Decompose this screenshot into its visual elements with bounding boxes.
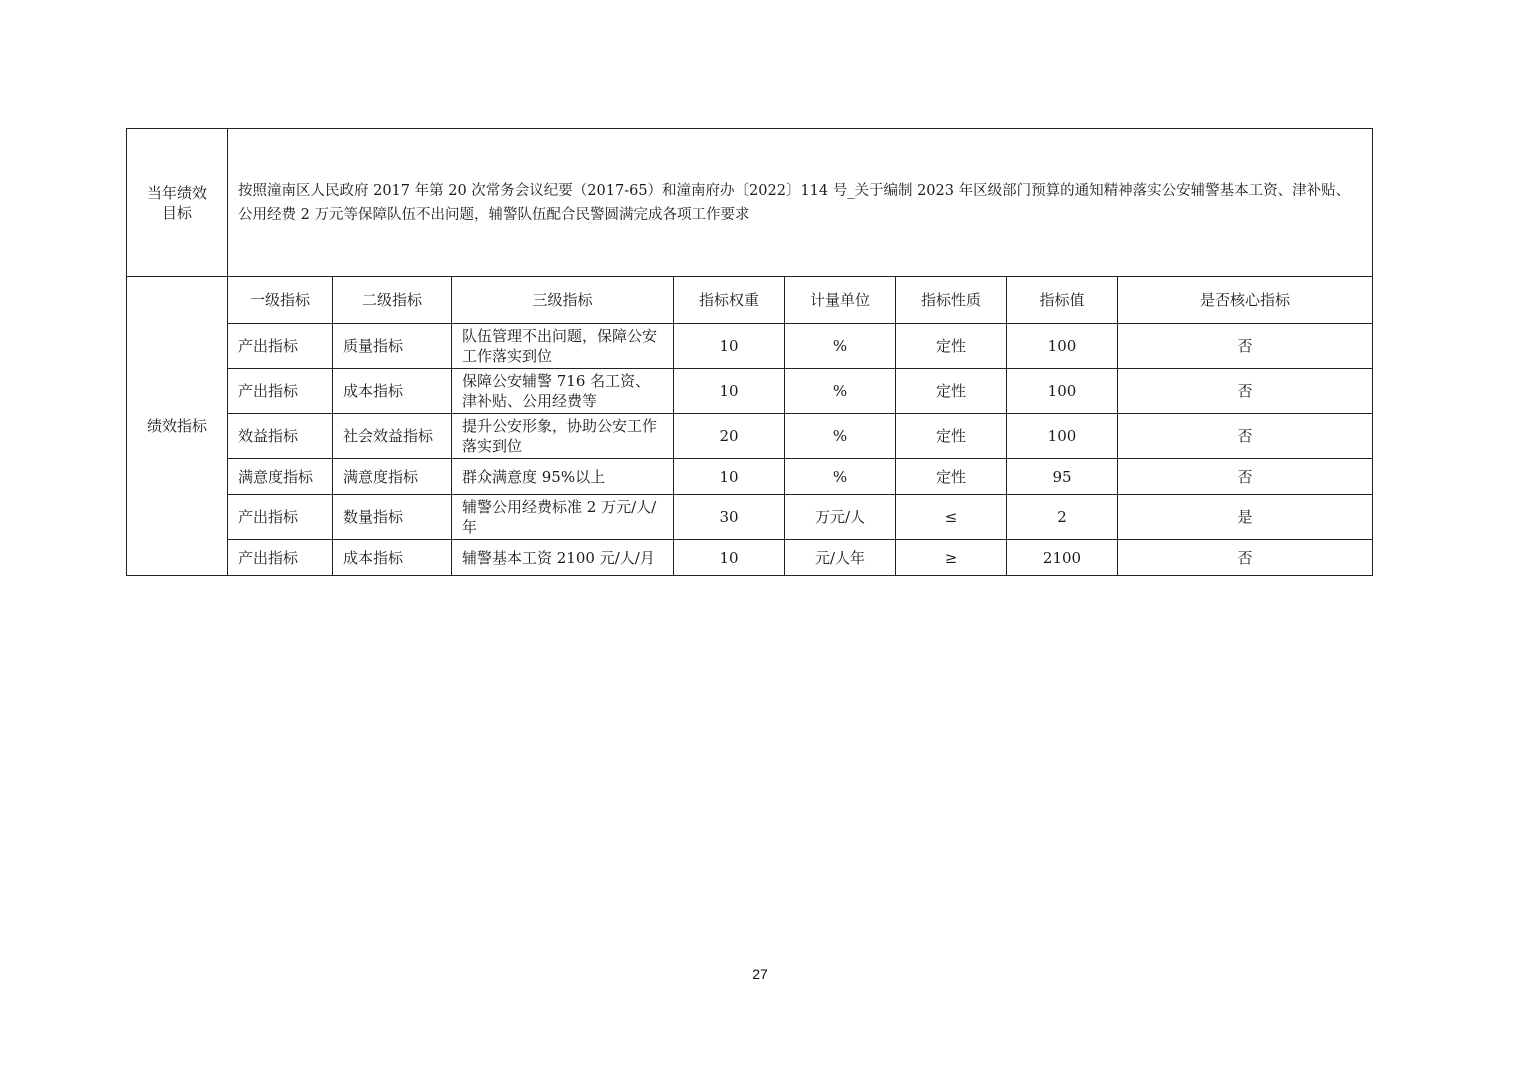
cell-unit: % [785, 459, 896, 495]
cell-level2: 社会效益指标 [333, 414, 452, 459]
cell-value: 100 [1007, 324, 1118, 369]
cell-level1: 产出指标 [228, 324, 333, 369]
cell-unit: 元/人年 [785, 540, 896, 576]
cell-level1: 产出指标 [228, 369, 333, 414]
cell-value: 100 [1007, 369, 1118, 414]
performance-table [126, 128, 1373, 576]
goal-row [127, 129, 1373, 277]
header-weight: 指标权重 [674, 277, 785, 324]
goal-label: 当年绩效 目标 [127, 129, 228, 277]
cell-value: 100 [1007, 414, 1118, 459]
table-row [127, 324, 1373, 369]
cell-level3: 队伍管理不出问题，保障公安工作落实到位 [452, 324, 674, 369]
header-nature: 指标性质 [896, 277, 1007, 324]
cell-level3: 辅警公用经费标准 2 万元/人/年 [452, 495, 674, 540]
table-row [127, 414, 1373, 459]
cell-level1: 产出指标 [228, 540, 333, 576]
cell-level1: 满意度指标 [228, 459, 333, 495]
header-level2: 二级指标 [333, 277, 452, 324]
cell-core: 否 [1118, 414, 1373, 459]
cell-level3: 群众满意度 95%以上 [452, 459, 674, 495]
cell-unit: % [785, 324, 896, 369]
cell-unit: % [785, 369, 896, 414]
cell-nature: 定性 [896, 414, 1007, 459]
cell-core: 否 [1118, 324, 1373, 369]
indicators-label: 绩效指标 [127, 277, 228, 576]
table-row [127, 459, 1373, 495]
cell-nature: 定性 [896, 369, 1007, 414]
cell-level2: 满意度指标 [333, 459, 452, 495]
cell-level3: 提升公安形象，协助公安工作落实到位 [452, 414, 674, 459]
cell-nature: ≥ [896, 540, 1007, 576]
header-level3: 三级指标 [452, 277, 674, 324]
page-number: 27 [752, 966, 768, 982]
header-level1: 一级指标 [228, 277, 333, 324]
header-value: 指标值 [1007, 277, 1118, 324]
cell-level2: 成本指标 [333, 369, 452, 414]
cell-level2: 数量指标 [333, 495, 452, 540]
goal-text: 按照潼南区人民政府 2017 年第 20 次常务会议纪要（2017-65）和潼南府办〔2022〕114 号_关于编制 2023 年区级部门预算的通知精神落实公安辅警基本工资、津补贴、公用经费 2 万元等保障队伍不出问题，辅警队伍配合民警圆满完成各项工作要求 [228, 129, 1373, 277]
cell-weight: 20 [674, 414, 785, 459]
cell-level2: 质量指标 [333, 324, 452, 369]
cell-core: 否 [1118, 540, 1373, 576]
cell-value: 95 [1007, 459, 1118, 495]
cell-weight: 10 [674, 324, 785, 369]
cell-unit: 万元/人 [785, 495, 896, 540]
table-row [127, 495, 1373, 540]
cell-level1: 效益指标 [228, 414, 333, 459]
cell-nature: ≤ [896, 495, 1007, 540]
cell-level1: 产出指标 [228, 495, 333, 540]
cell-level3: 保障公安辅警 716 名工资、津补贴、公用经费等 [452, 369, 674, 414]
cell-nature: 定性 [896, 459, 1007, 495]
cell-weight: 30 [674, 495, 785, 540]
table-row [127, 540, 1373, 576]
cell-core: 是 [1118, 495, 1373, 540]
cell-level3: 辅警基本工资 2100 元/人/月 [452, 540, 674, 576]
header-unit: 计量单位 [785, 277, 896, 324]
cell-value: 2100 [1007, 540, 1118, 576]
cell-level2: 成本指标 [333, 540, 452, 576]
cell-nature: 定性 [896, 324, 1007, 369]
cell-unit: % [785, 414, 896, 459]
cell-weight: 10 [674, 459, 785, 495]
table-row [127, 369, 1373, 414]
cell-weight: 10 [674, 369, 785, 414]
cell-core: 否 [1118, 459, 1373, 495]
cell-value: 2 [1007, 495, 1118, 540]
header-core: 是否核心指标 [1118, 277, 1373, 324]
cell-weight: 10 [674, 540, 785, 576]
indicator-header-row [127, 277, 1373, 324]
cell-core: 否 [1118, 369, 1373, 414]
